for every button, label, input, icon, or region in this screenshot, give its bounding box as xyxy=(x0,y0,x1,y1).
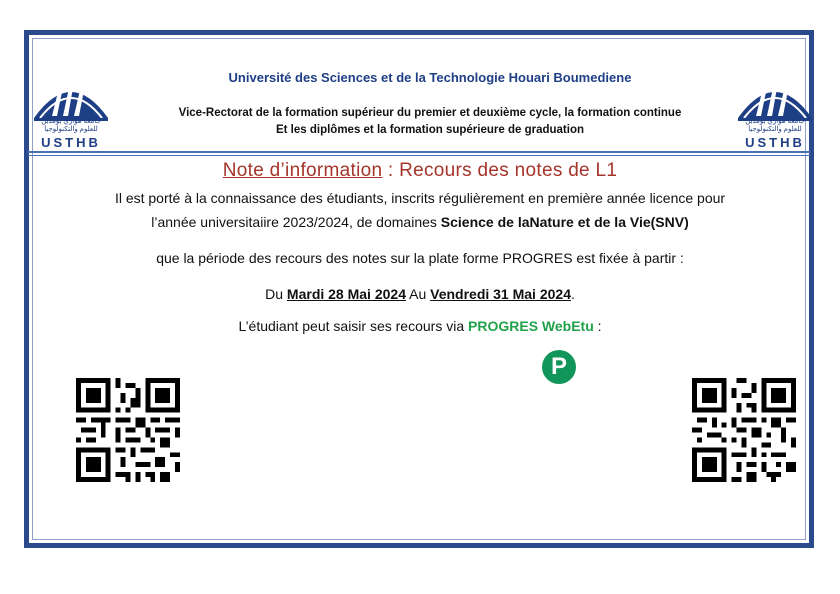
page-title xyxy=(0,160,840,182)
body-line-5-suffix: : xyxy=(593,318,602,334)
title-prefix: Note d’information xyxy=(222,160,383,181)
qr-code-left-icon[interactable] xyxy=(76,378,180,482)
usthb-logo-left xyxy=(30,72,112,150)
body-line-2 xyxy=(40,214,800,230)
title-subject: Recours des notes de L1 xyxy=(399,160,618,181)
logo-abbr: USTHB xyxy=(41,135,101,150)
vice-rectorat-line2: Et les diplômes et la formation supérieure de graduation xyxy=(275,124,584,136)
date-to-label: Au xyxy=(405,286,431,302)
logo-abbr: USTHB xyxy=(745,135,805,150)
logo-arabic-text: جامعة هواري بومدين للعلوم والتكنولوجيا xyxy=(41,118,101,133)
platform-name[interactable]: PROGRES WebEtu xyxy=(468,318,594,334)
vice-rectorat-line1: Vice-Rectorat de la formation supérieur du premier et deuxième cycle, la formation continue xyxy=(178,107,682,119)
logo-arabic-text: جامعة هواري بومدين للعلوم والتكنولوجيا xyxy=(745,118,805,133)
body-line-2-prefix: l’année universitaiire 2023/2024, de domaines xyxy=(151,214,441,230)
usthb-logo-right xyxy=(734,72,816,150)
qr-code-right-icon[interactable] xyxy=(692,378,796,482)
body-line-5 xyxy=(40,318,800,334)
title-separator: : xyxy=(382,160,400,181)
header-divider-thin xyxy=(28,155,810,156)
university-name: Université des Sciences et de la Technologie Houari Boumediene xyxy=(228,70,632,85)
date-from-label: Du xyxy=(265,286,287,302)
date-range xyxy=(40,286,800,302)
domain-name: Science de laNature et de la Vie(SNV) xyxy=(440,214,689,230)
header-divider xyxy=(28,151,810,153)
body-line-5-prefix: L’étudiant peut saisir ses recours via xyxy=(238,318,469,334)
progres-logo-icon[interactable]: P xyxy=(542,350,576,384)
date-from: Mardi 28 Mai 2024 xyxy=(286,286,406,302)
body-line-1: Il est porté à la connaissance des étudiants, inscrits régulièrement en première année licence pour xyxy=(114,190,726,206)
date-end: . xyxy=(570,286,575,302)
date-to: Vendredi 31 Mai 2024 xyxy=(430,286,571,302)
body-line-3: que la période des recours des notes sur la plate forme PROGRES est fixée à partir : xyxy=(156,250,684,266)
vice-rectorat xyxy=(150,105,710,139)
